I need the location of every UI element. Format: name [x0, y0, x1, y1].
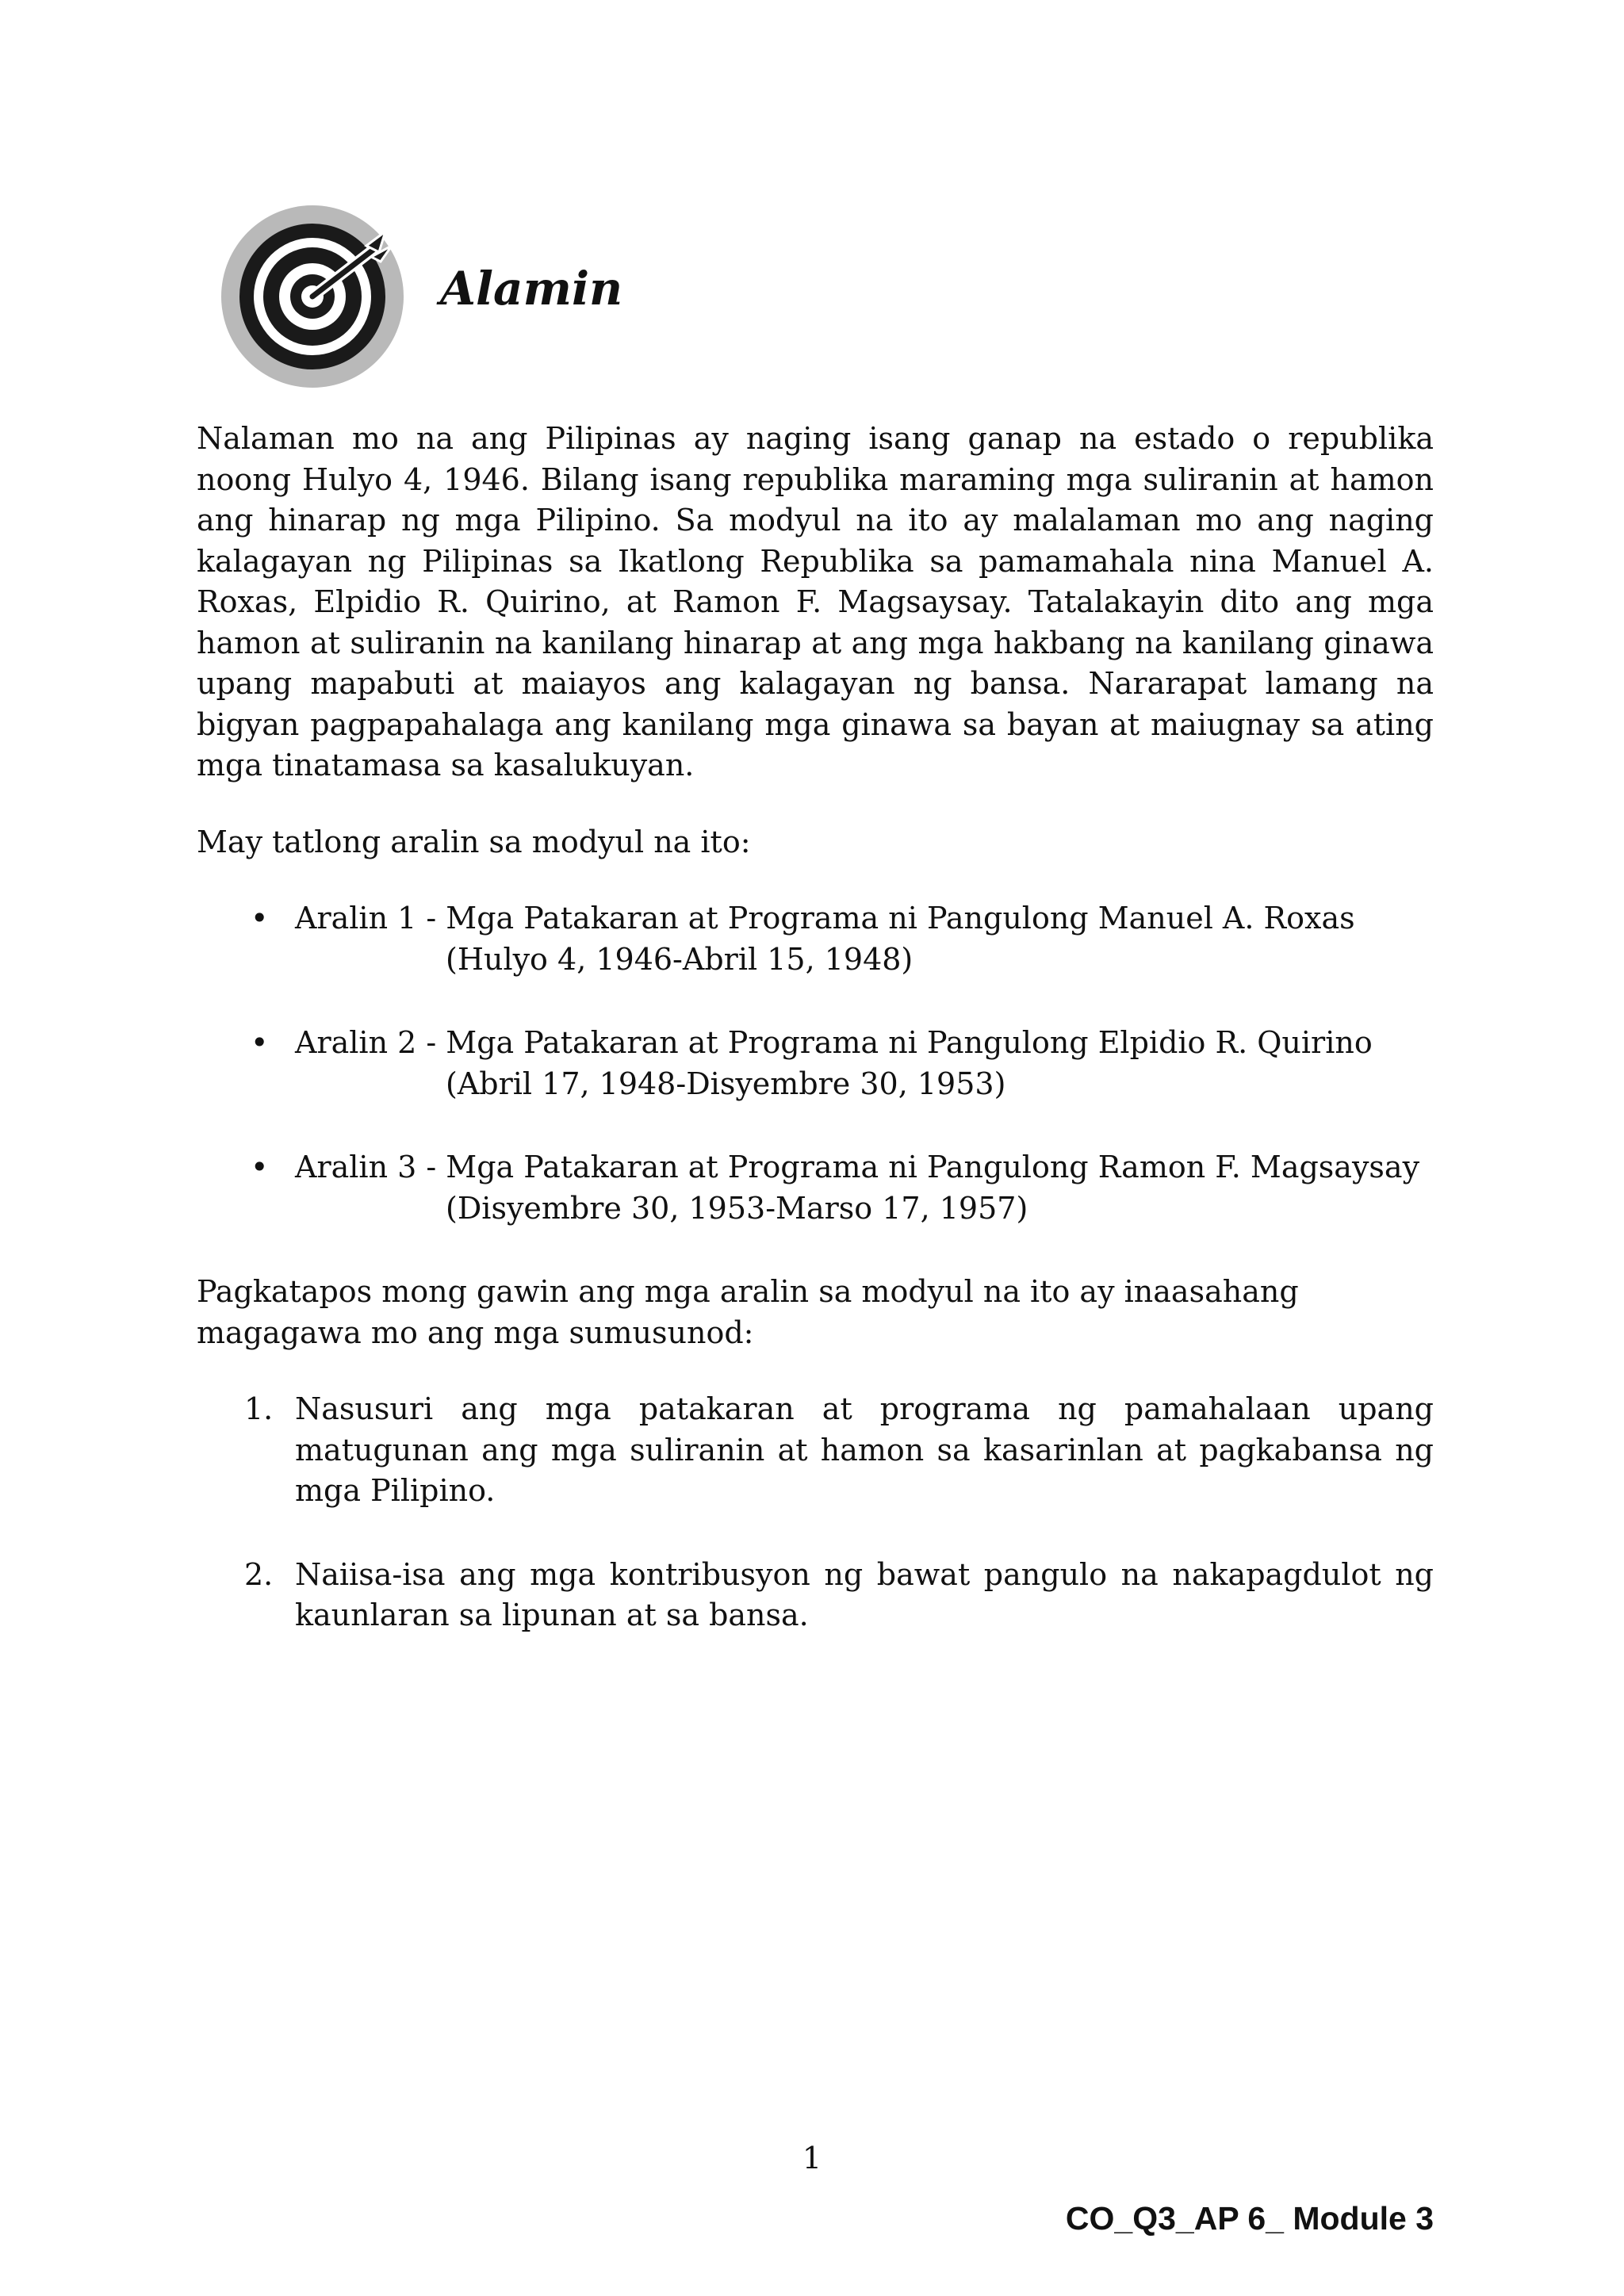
objectives-lead: Pagkatapos mong gawin ang mga aralin sa modyul na ito ay inaasahang magagawa mo ang mga sumusunod:	[197, 1274, 1299, 1350]
list-item	[197, 1555, 1434, 1636]
objectives-list	[197, 1389, 1434, 1636]
module-content	[197, 419, 1434, 1679]
bullet: •	[251, 1025, 269, 1060]
list-item	[197, 1147, 1434, 1229]
section-title: Alamin	[440, 262, 623, 316]
list-item	[197, 1023, 1434, 1104]
intro-paragraph: Nalaman mo na ang Pilipinas ay naging isang ganap na estado o republika noong Hulyo 4, 1946. Bilang isang republika maraming mga suliranin at hamon ang hinarap ng mga Pilipino. Sa modyul na ito ay malalaman mo ang naging kalagayan ng Pilipinas sa Ikatlong Republika sa pamamahala nina Manuel A. Roxas, Elpidio R. Quirino, at Ramon F. Magsaysay. Tatalakayin dito ang mga hamon at suliranin na kanilang hinarap at ang mga hakbang na kanilang ginawa upang mapabuti at maiayos ang kalagayan ng bansa. Nararapat lamang na bigyan pagpapahalaga ang kanilang mga ginawa sa bayan at maiugnay sa ating mga tinatamasa sa kasalukuyan.	[197, 421, 1434, 783]
objective-text: Naiisa-isa ang mga kontribusyon ng bawat pangulo na nakapagdulot ng kaunlaran sa lipunan at sa bansa.	[295, 1556, 1434, 1632]
list-item	[197, 898, 1434, 980]
module-code: CO_Q3_AP 6_ Module 3	[1065, 2200, 1434, 2237]
objective-text: Nasusuri ang mga patakaran at programa ng pamahalaan upang matugunan ang mga suliranin at hamon sa kasarinlan at pagkabansa ng mga Pilipino.	[295, 1391, 1434, 1508]
lesson-dates: (Abril 17, 1948-Disyembre 30, 1953)	[446, 1066, 1006, 1101]
lessons-lead: May tatlong aralin sa modyul na ito:	[197, 824, 751, 859]
lesson-title: Aralin 3 - Mga Patakaran at Programa ni Pangulong Ramon F. Magsaysay	[295, 1150, 1420, 1184]
page-number: 1	[802, 2141, 822, 2175]
target-icon	[216, 200, 409, 393]
lesson-title: Aralin 2 - Mga Patakaran at Programa ni Pangulong Elpidio R. Quirino	[295, 1025, 1373, 1060]
lesson-dates: (Hulyo 4, 1946-Abril 15, 1948)	[446, 941, 914, 977]
item-number: 2.	[244, 1556, 274, 1592]
bullet: •	[251, 901, 269, 936]
bullet: •	[251, 1150, 269, 1184]
list-item	[197, 1389, 1434, 1512]
lessons-list	[197, 898, 1434, 1229]
item-number: 1.	[244, 1391, 274, 1426]
lesson-title: Aralin 1 - Mga Patakaran at Programa ni Pangulong Manuel A. Roxas	[295, 901, 1355, 936]
lesson-dates: (Disyembre 30, 1953-Marso 17, 1957)	[446, 1190, 1028, 1226]
